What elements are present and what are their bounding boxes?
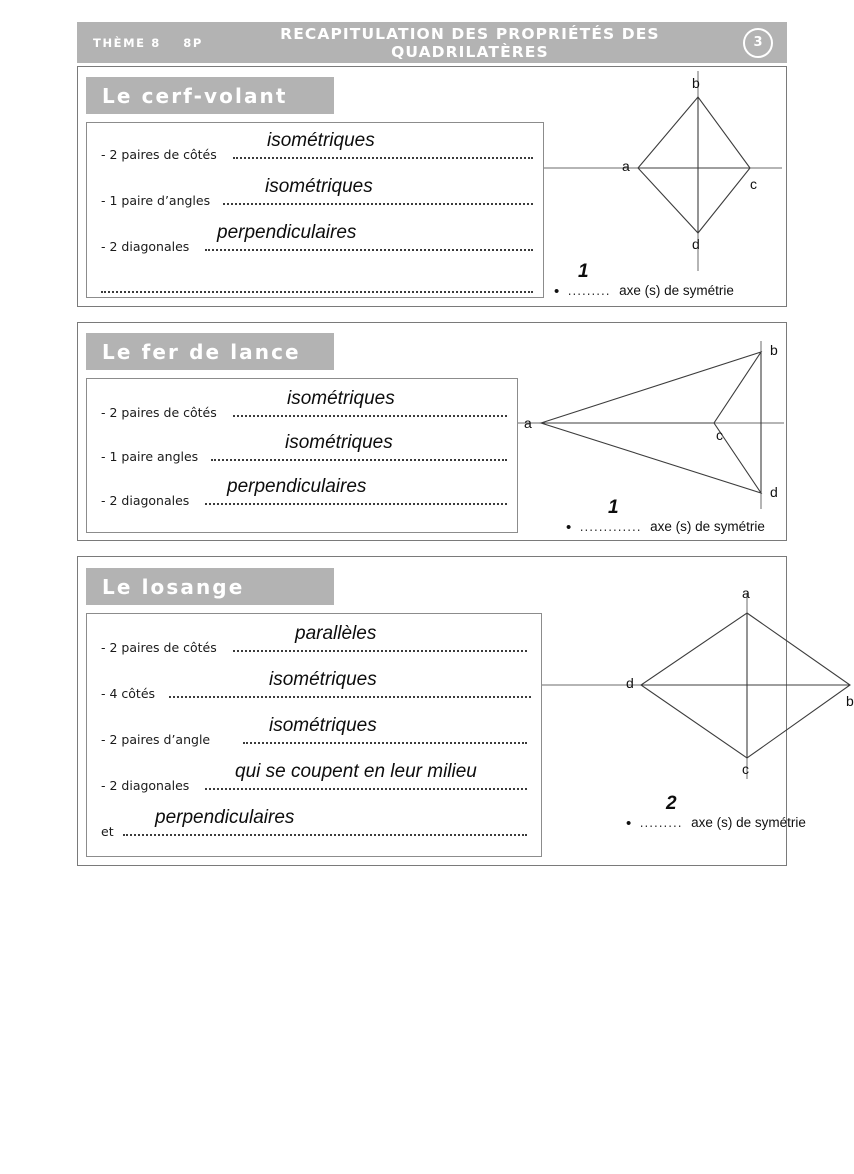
vertex-label-d: d <box>626 675 634 691</box>
answer-box-losange <box>86 613 542 857</box>
vertex-label-d: d <box>692 236 700 252</box>
symmetry-axis-label: axe (s) de symétrie <box>650 519 765 535</box>
row-label: - 4 côtés <box>101 686 156 701</box>
dotted-rule <box>169 694 531 698</box>
dotted-blank: ......... <box>563 283 616 299</box>
answer-row <box>87 760 541 794</box>
answer-row <box>87 622 541 656</box>
figure-fer-de-lance <box>518 327 784 537</box>
section-title-cerf-volant: Le cerf-volant <box>86 77 334 114</box>
row-answer[interactable]: qui se coupent en leur milieu <box>235 761 477 782</box>
answer-row <box>87 431 517 465</box>
vertex-label-a: a <box>524 415 532 431</box>
row-label: - 2 paires d’angle <box>101 732 211 747</box>
vertex-label-b: b <box>770 342 778 358</box>
page-title: RECAPITULATION DES PROPRIÉTÉS DES QUADRILATÈRES <box>280 24 660 61</box>
dotted-rule <box>243 740 527 744</box>
row-answer[interactable]: perpendiculaires <box>155 807 295 828</box>
symmetry-axis-count[interactable]: 1 <box>608 497 619 518</box>
answer-row <box>87 714 541 748</box>
page-header <box>77 22 787 63</box>
answer-box-cerf-volant <box>86 122 544 298</box>
row-answer[interactable]: isométriques <box>269 715 377 736</box>
vertex-label-c: c <box>716 427 723 443</box>
row-answer[interactable]: isométriques <box>265 176 373 197</box>
answer-row <box>87 175 543 209</box>
header-theme-label: THÈME 8 8P <box>93 35 203 50</box>
answer-row <box>87 263 543 297</box>
row-answer[interactable]: isométriques <box>287 388 395 409</box>
figure-losange <box>542 571 854 851</box>
dotted-rule <box>205 786 527 790</box>
kite-svg <box>544 71 782 281</box>
bullet-icon: • <box>626 815 632 832</box>
row-label: - 2 diagonales <box>101 239 190 254</box>
section-losange <box>77 556 854 866</box>
answer-row <box>87 129 543 163</box>
answer-row <box>87 475 517 509</box>
row-label: - 1 paire d’angles <box>101 193 211 208</box>
symmetry-axis-count[interactable]: 2 <box>666 793 677 814</box>
row-answer[interactable]: isométriques <box>285 432 393 453</box>
row-answer[interactable]: isométriques <box>267 130 375 151</box>
symmetry-axis-note <box>626 815 806 832</box>
vertex-label-b: b <box>692 75 700 91</box>
row-answer[interactable]: perpendiculaires <box>217 222 357 243</box>
dotted-rule <box>205 501 507 505</box>
rhombus-svg <box>542 571 782 787</box>
vertex-label-c: c <box>742 761 749 777</box>
vertex-label-b: b <box>846 693 854 709</box>
row-label: - 2 paires de côtés <box>101 640 217 655</box>
vertex-label-d: d <box>770 484 778 500</box>
dart-svg <box>518 327 784 517</box>
symmetry-axis-label: axe (s) de symétrie <box>619 283 734 299</box>
section-cerf-volant <box>77 66 787 307</box>
row-label: et <box>101 824 114 839</box>
section-title-losange: Le losange <box>86 568 334 605</box>
answer-row <box>87 668 541 702</box>
row-answer[interactable]: parallèles <box>295 623 377 644</box>
symmetry-axis-note <box>566 519 765 536</box>
row-label: - 1 paire angles <box>101 449 199 464</box>
symmetry-axis-count[interactable]: 1 <box>578 261 589 282</box>
row-label: - 2 paires de côtés <box>101 147 217 162</box>
answer-row <box>87 387 517 421</box>
figure-kite <box>544 71 782 303</box>
dotted-rule <box>211 457 507 461</box>
kite-outline <box>638 97 750 233</box>
dotted-rule <box>233 155 533 159</box>
dotted-blank: ......... <box>635 815 688 831</box>
vertex-label-c: c <box>750 176 757 192</box>
bullet-icon: • <box>566 519 572 536</box>
dotted-rule <box>205 247 533 251</box>
dotted-rule <box>233 648 527 652</box>
section-fer-de-lance <box>77 322 787 541</box>
symmetry-axis-note <box>554 283 734 300</box>
vertex-label-a: a <box>742 585 750 601</box>
bullet-icon: • <box>554 283 560 300</box>
dotted-blank: ............. <box>575 519 647 535</box>
answer-row <box>87 221 543 255</box>
answer-box-fer-de-lance <box>86 378 518 533</box>
row-answer[interactable]: isométriques <box>269 669 377 690</box>
vertex-label-a: a <box>622 158 630 174</box>
row-answer[interactable]: perpendiculaires <box>227 476 367 497</box>
dotted-rule <box>123 832 527 836</box>
dotted-rule <box>101 289 533 293</box>
section-title-fer-de-lance: Le fer de lance <box>86 333 334 370</box>
answer-row <box>87 806 541 840</box>
row-label: - 2 diagonales <box>101 493 190 508</box>
row-label: - 2 paires de côtés <box>101 405 217 420</box>
page-number-badge: 3 <box>743 28 773 58</box>
dotted-rule <box>233 413 507 417</box>
row-label: - 2 diagonales <box>101 778 190 793</box>
symmetry-axis-label: axe (s) de symétrie <box>691 815 806 831</box>
dotted-rule <box>223 201 533 205</box>
